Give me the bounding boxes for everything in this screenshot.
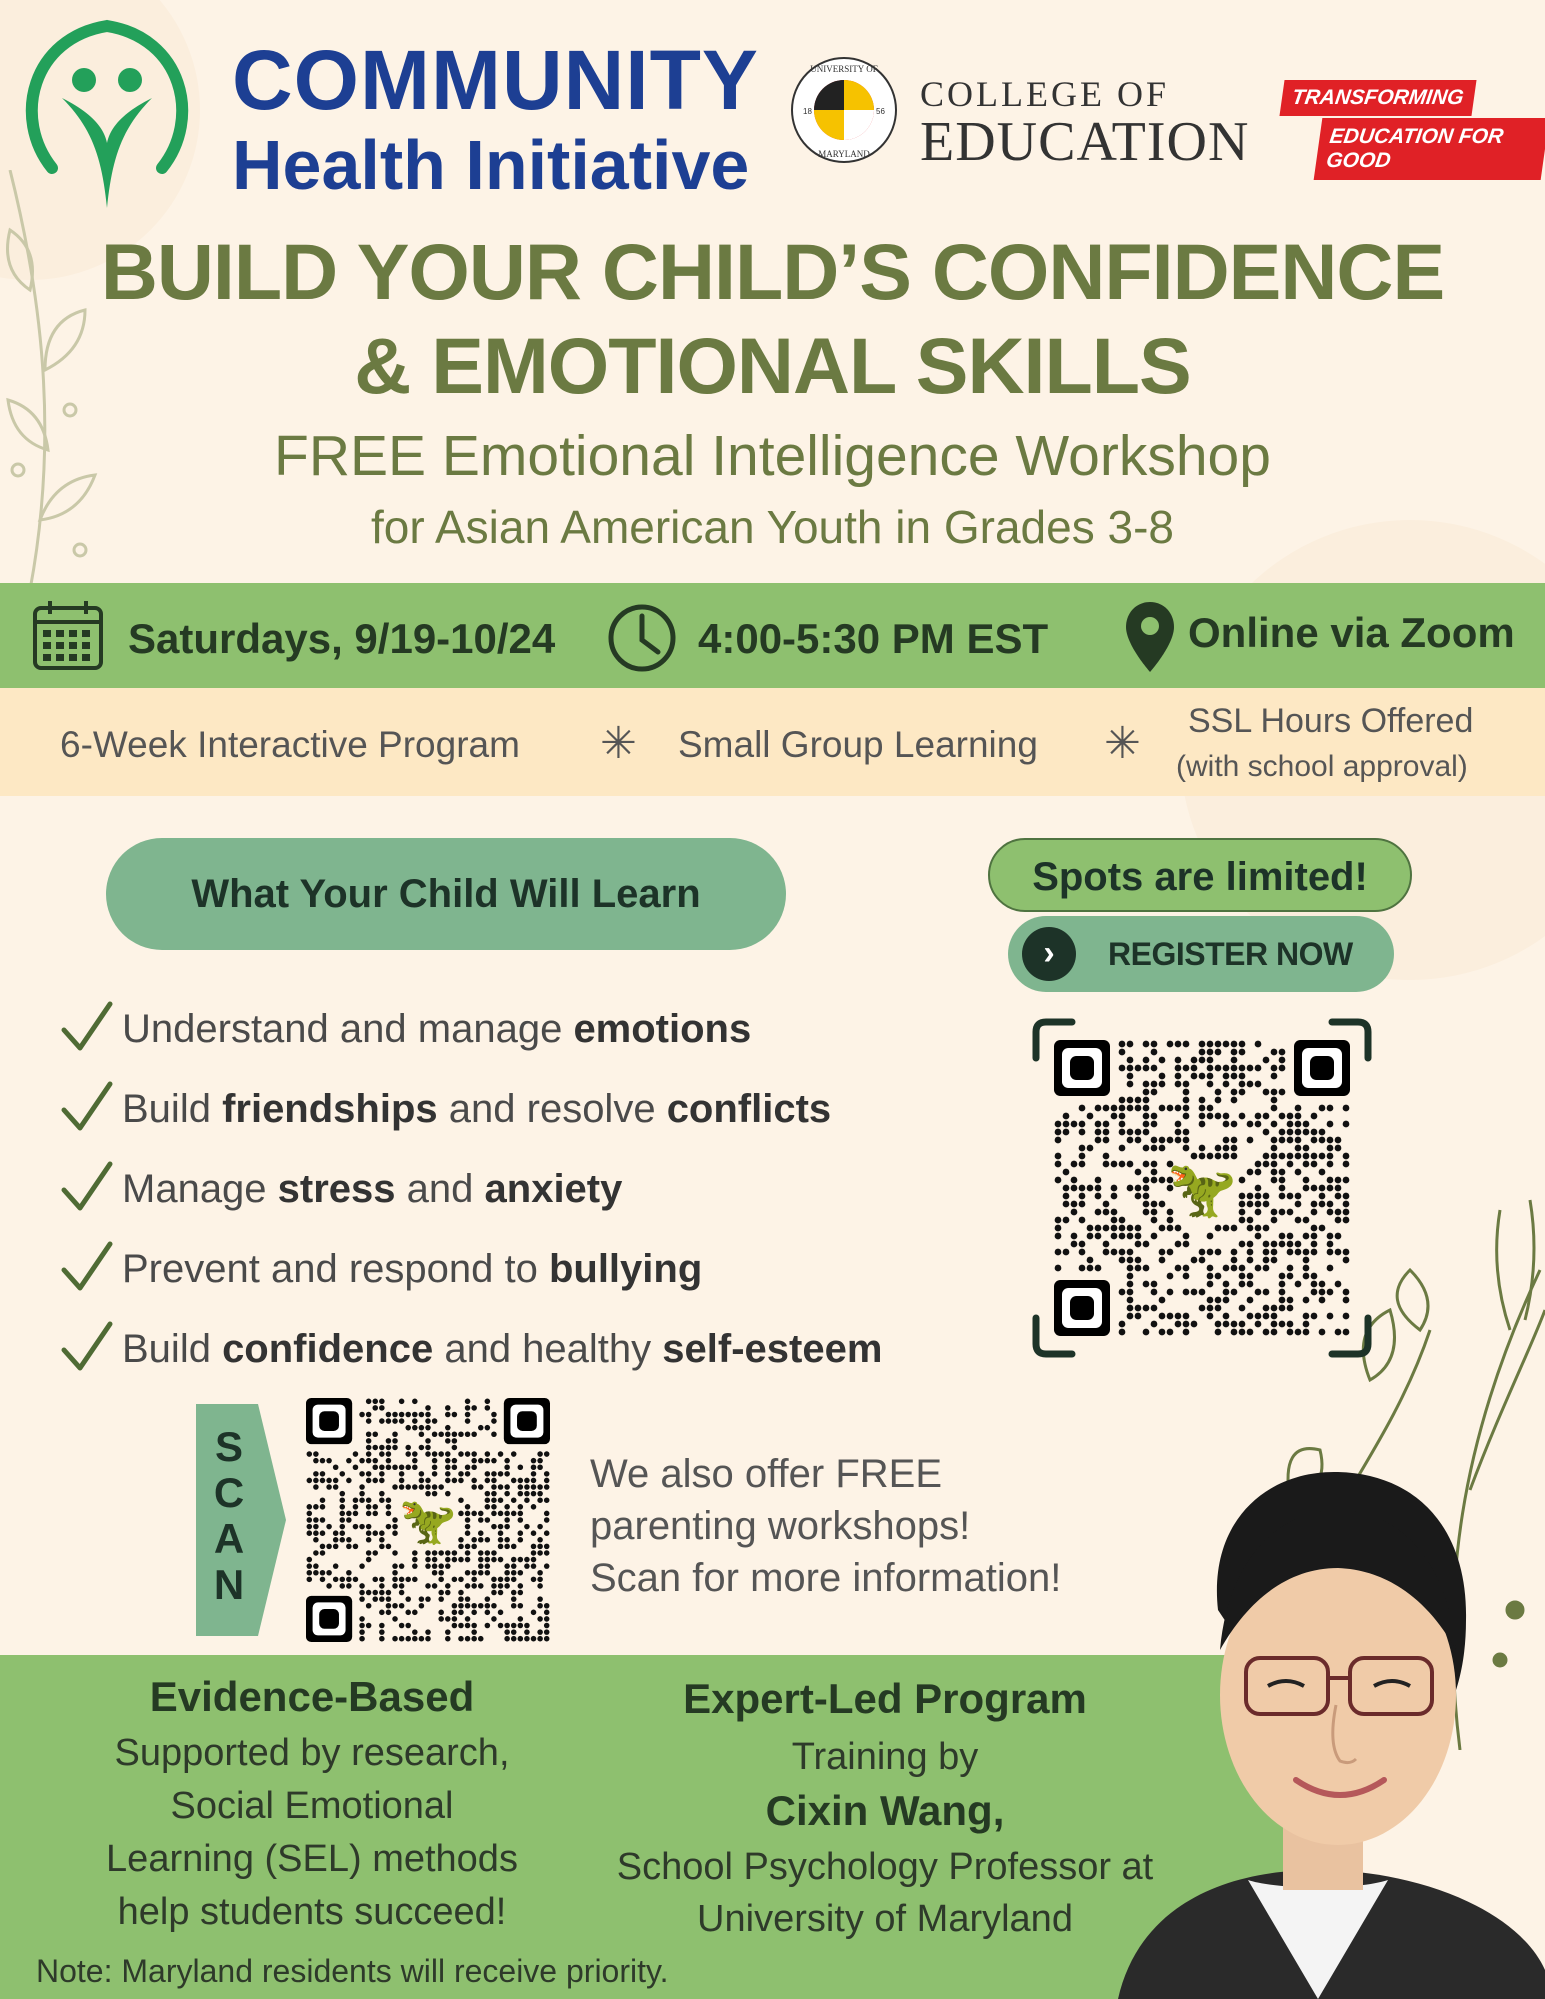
college-line1: COLLEGE OF: [920, 74, 1169, 114]
main-title-line1: BUILD YOUR CHILD’S CONFIDENCE: [100, 227, 1445, 316]
subtitle-workshop: FREE Emotional Intelligence Workshop: [274, 424, 1271, 488]
org-name-line1: COMMUNITY: [232, 33, 759, 127]
checkmark-icon: [60, 1320, 114, 1374]
checkmark-icon: [60, 1080, 114, 1134]
register-now-label: REGISTER NOW: [1108, 936, 1353, 972]
location-pin-icon: [1124, 600, 1176, 674]
svg-text:MARYLAND: MARYLAND: [818, 149, 870, 159]
umd-seal-logo: [790, 56, 898, 164]
learn-item: Prevent and respond to bullying: [60, 1240, 702, 1294]
feature-ssl-hours: SSL Hours Offered: [1188, 702, 1474, 740]
subtitle-audience: for Asian American Youth in Grades 3-8: [371, 501, 1174, 553]
evidence-heading: Evidence-Based: [149, 1673, 475, 1720]
instructor-photo: [1098, 1450, 1545, 1999]
learn-heading: What Your Child Will Learn: [106, 838, 786, 950]
svg-text:UNIVERSITY OF: UNIVERSITY OF: [810, 64, 878, 74]
parenting-qr-code[interactable]: [306, 1398, 556, 1642]
feature-small-group: Small Group Learning: [678, 724, 1038, 765]
learn-item: Understand and manage emotions: [60, 1000, 751, 1054]
event-dates: Saturdays, 9/19-10/24: [128, 615, 556, 662]
register-qr-code[interactable]: [1032, 1018, 1372, 1358]
event-time: 4:00-5:30 PM EST: [698, 615, 1049, 662]
learn-item: Build confidence and healthy self-esteem: [60, 1320, 882, 1374]
tagline-line1: TRANSFORMING: [1279, 80, 1476, 116]
org-name: [232, 33, 759, 204]
checkmark-icon: [60, 1000, 114, 1054]
asterisk-icon: ✳: [1104, 719, 1141, 768]
college-of-education-logo: [920, 74, 1250, 173]
feature-ssl-note: (with school approval): [1176, 750, 1468, 783]
tagline-line2: EDUCATION FOR GOOD: [1314, 118, 1545, 180]
register-now-button[interactable]: [1008, 916, 1394, 992]
svg-text:56: 56: [876, 107, 885, 116]
calendar-icon: [32, 598, 104, 672]
scan-label: S C A N: [213, 1423, 245, 1608]
event-location: Online via Zoom: [1188, 609, 1515, 656]
college-line2: EDUCATION: [920, 111, 1250, 173]
evidence-based-column: Evidence-Based Supported by research, Social Emotional Learning (SEL) methods help students succeed!: [62, 1676, 562, 1931]
learn-item: Build friendships and resolve conflicts: [60, 1080, 831, 1134]
parenting-offer-text: We also offer FREE parenting workshops! Scan for more information!: [590, 1452, 1062, 1600]
svg-text:🦖: 🦖: [1167, 1157, 1237, 1222]
community-health-logo-icon: [22, 18, 192, 208]
feature-six-week: 6-Week Interactive Program: [60, 724, 520, 765]
chevron-right-icon: ›: [1022, 927, 1076, 981]
instructor-name: Cixin Wang,: [765, 1787, 1005, 1834]
spots-limited-badge: Spots are limited!: [988, 838, 1412, 912]
main-title-line2: & EMOTIONAL SKILLS: [354, 321, 1191, 410]
checkmark-icon: [60, 1160, 114, 1214]
org-name-line2: Health Initiative: [232, 126, 750, 204]
clock-icon: [606, 602, 678, 674]
expert-heading: Expert-Led Program: [683, 1675, 1087, 1722]
checkmark-icon: [60, 1240, 114, 1294]
expert-led-column: Expert-Led Program Training by Cixin Wang, School Psychology Professor at University of Maryland: [580, 1678, 1190, 1938]
priority-note: Note: Maryland residents will receive priority.: [36, 1953, 669, 1989]
svg-text:🦖: 🦖: [399, 1493, 457, 1548]
learn-item: Manage stress and anxiety: [60, 1160, 622, 1214]
asterisk-icon: ✳: [600, 719, 637, 768]
svg-text:18: 18: [803, 107, 812, 116]
